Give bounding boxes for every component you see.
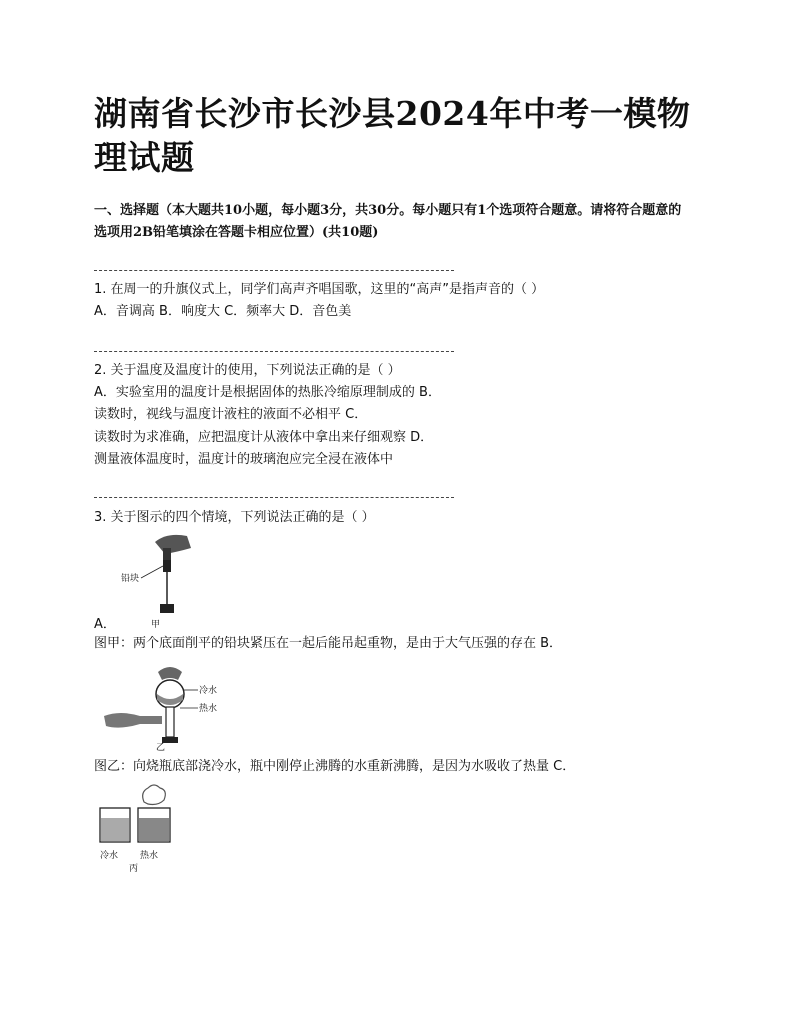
- separator-rule: [94, 270, 454, 271]
- hand-illustration: [104, 713, 162, 728]
- question-3-option-b: 图乙：向烧瓶底部浇冷水，瓶中刚停止沸腾的水重新沸腾，是因为水吸收了热量 C．: [94, 759, 576, 774]
- separator-rule: [94, 497, 454, 498]
- figure-jia-lead-blocks: [115, 530, 195, 630]
- cold-water-fill: [101, 818, 129, 841]
- question-2-line-4: 测量液体温度时，温度计的玻璃泡应完全浸在液体中: [94, 452, 394, 467]
- figure-yi-flask: [100, 660, 230, 752]
- question-2-line-3: 读数时为求准确，应把温度计从液体中拿出来仔细观察 D．: [94, 430, 434, 445]
- question-1-stem: 1. 在周一的升旗仪式上，同学们高声齐唱国歌，这里的“高声”是指声音的（ ）: [94, 282, 545, 297]
- beaker-pouring: [158, 667, 182, 680]
- figure-label-cold-water: 冷水: [100, 851, 119, 861]
- flask-neck: [166, 707, 174, 737]
- question-2-line-2: 读数时，视线与温度计液柱的液面不必相平 C．: [94, 407, 368, 422]
- flask-water: [157, 694, 183, 705]
- steam-illustration: [143, 785, 166, 805]
- page-title: 湖南省长沙市长沙县2024年中考一模物理试题: [94, 94, 691, 177]
- lead-block-bottom: [163, 560, 171, 572]
- label-pointer: [141, 566, 163, 578]
- figure-label-hot-water: 热水: [199, 704, 218, 714]
- figure-bing-beakers: [92, 780, 182, 874]
- option-a-label: A．: [94, 617, 116, 632]
- figure-label-cold-water: 冷水: [199, 686, 218, 696]
- figure-caption-jia: 甲: [151, 620, 161, 630]
- lead-block-top: [163, 548, 171, 560]
- figure-caption-yi: 乙: [156, 743, 166, 752]
- figure-label-hot-water: 热水: [140, 851, 159, 861]
- section-heading: 一、选择题（本大题共10小题，每小题3分，共30分。每小题只有1个选项符合题意。请将符合题意的选项用2B铅笔填涂在答题卡相应位置）(共10题): [94, 203, 682, 240]
- question-1-options: A．音调高 B．响度大 C．频率大 D．音色美: [94, 304, 352, 319]
- figure-label-lead: 铅块: [121, 574, 140, 584]
- hand-illustration: [155, 535, 191, 554]
- question-2-stem: 2. 关于温度及温度计的使用，下列说法正确的是（ ）: [94, 363, 401, 378]
- question-3-option-a: 图甲：两个底面削平的铅块紧压在一起后能吊起重物，是由于大气压强的存在 B．: [94, 636, 563, 651]
- weight-block: [160, 604, 174, 613]
- hot-water-fill: [139, 818, 169, 841]
- separator-rule: [94, 351, 454, 352]
- question-3-stem: 3. 关于图示的四个情境，下列说法正确的是（ ）: [94, 510, 375, 525]
- figure-caption-bing: 丙: [129, 864, 139, 874]
- question-2-line-1: A．实验室用的温度计是根据固体的热胀冷缩原理制成的 B．: [94, 385, 441, 400]
